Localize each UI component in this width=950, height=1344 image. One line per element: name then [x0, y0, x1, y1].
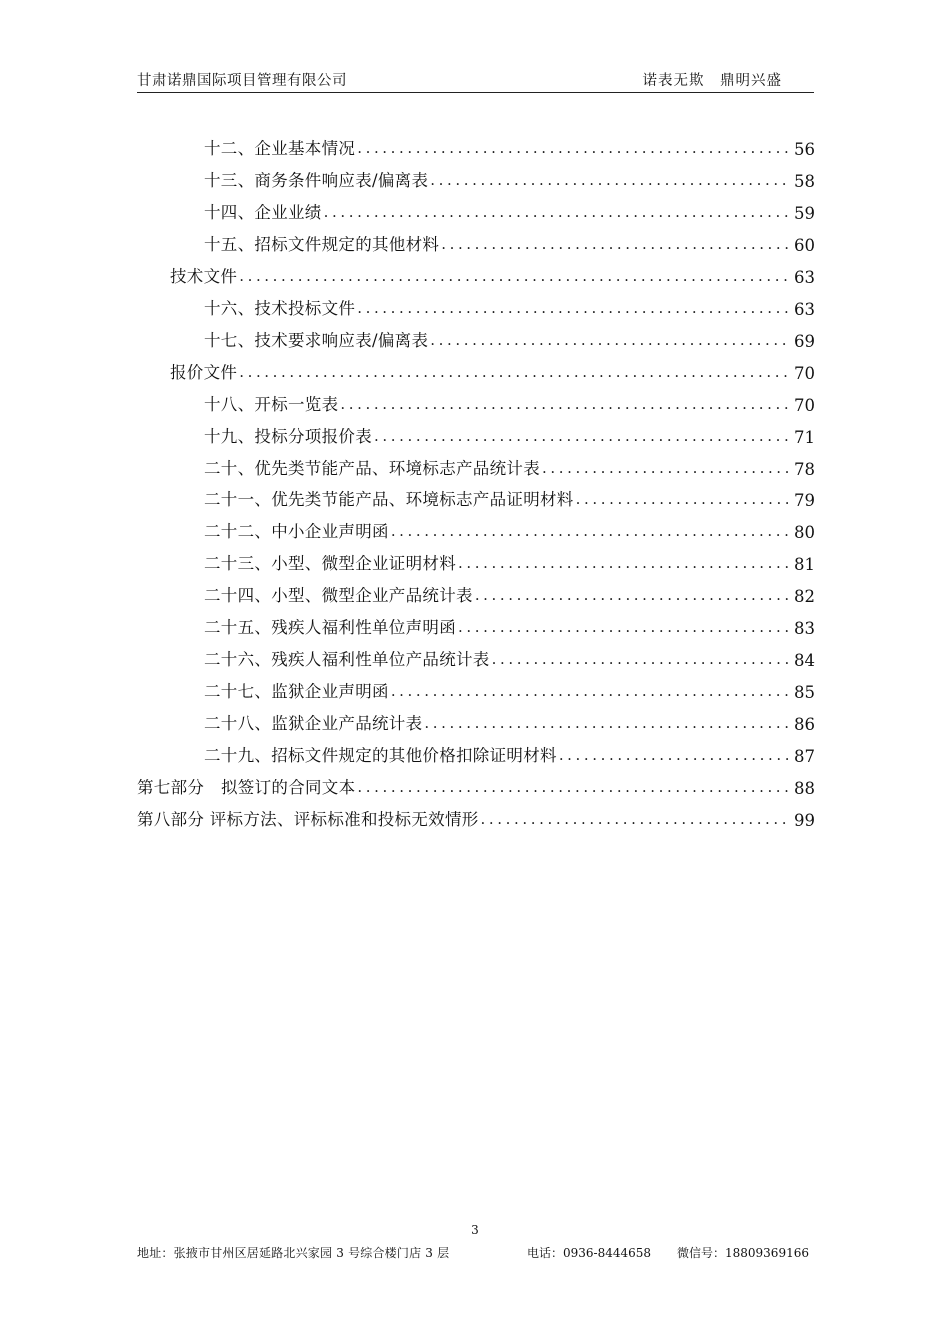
- toc-entry-title: 十七、技术要求响应表/偏离表: [204, 330, 429, 350]
- toc-entry[interactable]: [204, 642, 815, 670]
- toc-entry[interactable]: [204, 291, 815, 319]
- toc-dot-leader: [559, 744, 788, 766]
- toc-entry-title: 十九、投标分项报价表: [204, 426, 372, 446]
- toc-entry-page: 86: [794, 715, 815, 735]
- toc-dot-leader: [340, 393, 788, 415]
- toc-entry-title: 二十五、残疾人福利性单位声明函: [204, 618, 456, 638]
- toc-entry-title: 二十四、小型、微型企业产品统计表: [204, 586, 473, 606]
- toc-entry-page: 80: [794, 523, 815, 543]
- toc-entry-page: 81: [794, 555, 815, 575]
- toc-entry[interactable]: [204, 546, 815, 574]
- toc-entry-title: 第七部分 拟签订的合同文本: [137, 778, 356, 797]
- footer-wechat: 微信号：18809369166: [677, 1246, 809, 1260]
- toc-dot-leader: [357, 137, 788, 159]
- toc-entry-page: 84: [794, 651, 815, 671]
- toc-entry[interactable]: [204, 323, 815, 351]
- toc-entry[interactable]: [204, 451, 815, 479]
- toc-entry-page: 78: [794, 459, 815, 479]
- header-company-name: 甘肃诺鼎国际项目管理有限公司: [137, 73, 347, 89]
- toc-entry[interactable]: [204, 514, 815, 542]
- toc-entry-page: 71: [794, 427, 815, 447]
- toc-entry[interactable]: [204, 706, 815, 734]
- toc-entry-page: 58: [794, 171, 815, 191]
- toc-entry-page: 70: [794, 363, 815, 383]
- toc-entry-page: 70: [794, 395, 815, 415]
- footer-address: 地址：张掖市甘州区居延路北兴家园 3 号综合楼门店 3 层: [137, 1246, 450, 1260]
- toc-entry[interactable]: [204, 419, 815, 447]
- toc-entry-title: 二十七、监狱企业声明函: [204, 682, 389, 702]
- toc-entry-title: 第八部分 评标方法、评标标准和投标无效情形: [137, 809, 479, 829]
- toc-entry-title: 十八、开标一览表: [204, 394, 339, 414]
- page-number: 3: [471, 1223, 479, 1237]
- toc-entry[interactable]: [204, 674, 815, 702]
- toc-entry-page: 79: [794, 491, 815, 511]
- toc-dot-leader: [391, 680, 788, 702]
- toc-entry[interactable]: [204, 195, 815, 223]
- toc-entry-page: 83: [794, 619, 815, 639]
- toc-dot-leader: [475, 584, 788, 606]
- toc-entry-title: 二十八、监狱企业产品统计表: [204, 714, 423, 734]
- toc-entry-title: 二十六、残疾人福利性单位产品统计表: [204, 650, 490, 670]
- toc-entry[interactable]: [170, 355, 815, 383]
- toc-entry[interactable]: [137, 802, 815, 830]
- toc-entry-page: 63: [794, 299, 815, 319]
- toc-dot-leader: [430, 329, 788, 351]
- toc-entry-title: 二十二、中小企业声明函: [204, 522, 389, 542]
- toc-entry-title: 十三、商务条件响应表/偏离表: [204, 170, 429, 190]
- toc-dot-leader: [239, 361, 788, 383]
- toc-entry[interactable]: [204, 482, 815, 510]
- toc-entry[interactable]: [204, 387, 815, 415]
- toc-entry-page: 99: [794, 810, 815, 830]
- toc-entry-title: 十二、企业基本情况: [204, 139, 356, 158]
- toc-entry-title: 技术文件: [170, 266, 238, 286]
- toc-dot-leader: [424, 712, 788, 734]
- toc-dot-leader: [458, 616, 788, 638]
- toc-dot-leader: [542, 457, 788, 479]
- toc-entry[interactable]: [204, 131, 815, 159]
- toc-entry-page: 82: [794, 587, 815, 607]
- toc-dot-leader: [492, 648, 788, 670]
- toc-dot-leader: [458, 552, 788, 574]
- toc-dot-leader: [374, 425, 788, 447]
- toc-dot-leader: [391, 520, 788, 542]
- toc-dot-leader: [324, 201, 788, 223]
- toc-entry-title: 十六、技术投标文件: [204, 298, 356, 318]
- toc-entry-title: 二十、优先类节能产品、环境标志产品统计表: [204, 458, 540, 478]
- toc-entry[interactable]: [204, 738, 815, 766]
- toc-dot-leader: [357, 297, 788, 319]
- toc-entry[interactable]: [204, 227, 815, 255]
- toc-dot-leader: [239, 265, 788, 287]
- toc-entry-title: 十四、企业业绩: [204, 202, 322, 222]
- toc-entry-title: 报价文件: [170, 362, 238, 382]
- toc-entry-title: 二十三、小型、微型企业证明材料: [204, 554, 456, 574]
- toc-entry-title: 十五、招标文件规定的其他材料: [204, 234, 440, 254]
- toc-entry[interactable]: [137, 770, 815, 798]
- toc-entry[interactable]: [204, 610, 815, 638]
- footer-phone: 电话：0936-8444658: [527, 1246, 652, 1260]
- toc-entry[interactable]: [204, 163, 815, 191]
- toc-entry-title: 二十一、优先类节能产品、环境标志产品证明材料: [204, 490, 574, 510]
- toc-entry-page: 69: [794, 331, 815, 351]
- toc-entry-page: 63: [794, 267, 815, 287]
- toc-entry-page: 56: [794, 140, 815, 159]
- page-header: [137, 66, 814, 93]
- toc-entry-page: 60: [794, 235, 815, 255]
- toc-dot-leader: [430, 169, 788, 191]
- toc-dot-leader: [576, 488, 788, 510]
- header-slogan: 诺表无欺 鼎明兴盛: [642, 73, 782, 89]
- toc-entry-title: 二十九、招标文件规定的其他价格扣除证明材料: [204, 746, 557, 766]
- toc-entry-page: 59: [794, 203, 815, 223]
- toc-entry[interactable]: [204, 578, 815, 606]
- toc-entry-page: 87: [794, 747, 815, 767]
- toc-dot-leader: [481, 808, 788, 830]
- toc-entry[interactable]: [170, 259, 815, 287]
- toc-dot-leader: [357, 776, 788, 798]
- toc-entry-page: 85: [794, 683, 815, 703]
- toc-dot-leader: [441, 233, 788, 255]
- toc-entry-page: 88: [794, 779, 815, 798]
